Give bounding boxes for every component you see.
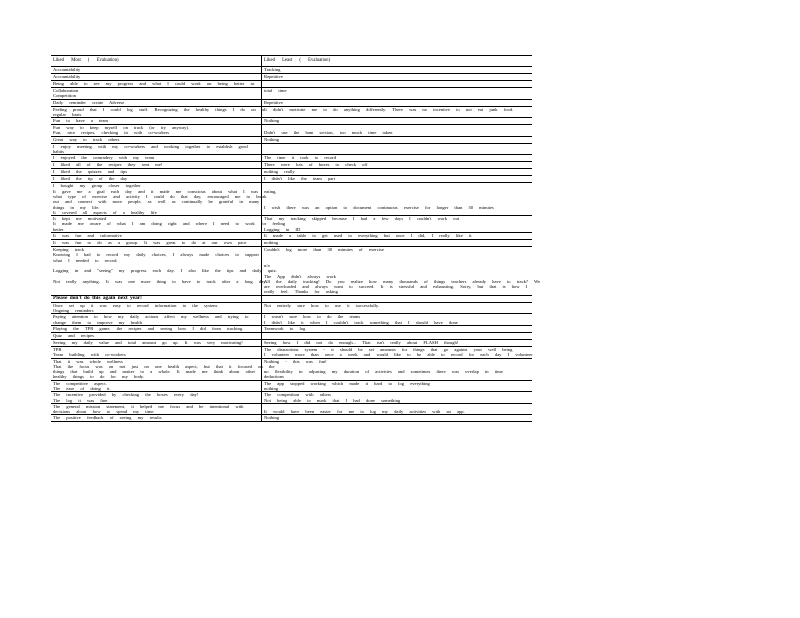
table-row — [51, 314, 532, 326]
cell-liked-most — [51, 392, 261, 403]
cell-text: It didn't motivate me to do anything differently. There was no incentive to not eat junk food. — [264, 106, 514, 112]
cell-text: Once set up it was easy to record information to the system. — [53, 302, 218, 308]
cell-text: Ongoing reminders — [53, 308, 94, 314]
cell-liked-most — [51, 106, 264, 118]
cell-liked-least — [261, 333, 532, 339]
cell-text: Quiz and recipes — [53, 332, 94, 338]
cell-liked-most — [51, 155, 261, 161]
cell-text: The App didn't always work — [264, 273, 336, 279]
cell-liked-most — [51, 169, 261, 175]
cell-liked-most — [51, 183, 277, 215]
cell-liked-most — [51, 415, 261, 421]
header-liked-most: Liked Most ( Evaluation) — [53, 58, 119, 63]
cell-text: It gave me a goal each day and it made me conscious about what I was eating, — [53, 188, 277, 194]
cell-text: things that build up and matter to a whole. It made me think about other — [53, 369, 256, 375]
cell-text — [264, 93, 530, 98]
table-row — [51, 137, 532, 144]
cell-text: I didn't like it when I couldn't track something that I should have done — [264, 319, 458, 325]
cell-text: what I needed to record. — [53, 257, 118, 263]
cell-text: Not really anything. It was one more thing to have to track after a long day. — [53, 278, 267, 284]
table-row — [51, 216, 532, 233]
cell-text: Great way to track others — [53, 136, 120, 142]
cell-text — [264, 81, 530, 86]
cell-text: Nothing - this was fun! — [264, 358, 327, 364]
cell-text: Accountability — [53, 74, 81, 79]
cell-liked-least — [261, 314, 532, 325]
cell-liked-least — [261, 88, 532, 99]
cell-text — [264, 333, 530, 338]
cell-liked-least — [261, 326, 532, 332]
cell-text: The time it took to record — [264, 155, 337, 161]
cell-text: The ease of doing it. — [53, 385, 111, 391]
cell-liked-most — [51, 233, 261, 239]
cell-liked-least — [261, 162, 532, 168]
cell-liked-most — [51, 340, 261, 346]
cell-text: Keeping track — [53, 247, 84, 253]
table-row — [51, 100, 532, 107]
header-liked-least: Liked Least ( Evaluation) — [261, 56, 532, 66]
cell-text: nothing — [264, 240, 279, 246]
cell-text: Competition — [53, 93, 76, 99]
table-row — [51, 125, 532, 137]
cell-liked-most — [51, 74, 261, 80]
cell-text: Daily reminder create Adverse — [53, 99, 125, 105]
cell-text: decisions about how to spend my time. — [53, 409, 155, 415]
cell-text: I enjoy meeting with my co-workers and working together to establish good — [53, 143, 248, 149]
cell-liked-least — [261, 415, 532, 421]
cell-liked-least — [261, 233, 532, 239]
table-row — [51, 107, 532, 119]
cell-liked-most — [51, 247, 277, 295]
cell-liked-least — [261, 303, 532, 314]
cell-text: things in my life. — [53, 204, 100, 210]
cell-liked-least — [261, 169, 532, 175]
cell-text: Fun, nice recipes, checking in with co-workers — [53, 130, 169, 136]
cell-text: Please don't do this again next year! — [53, 294, 142, 301]
cell-text — [264, 210, 530, 215]
cell-text: There were lots of boxes to check off — [264, 162, 368, 168]
table-row — [51, 404, 532, 416]
cell-text: That it was whole wellness — [53, 358, 123, 364]
header-row — [51, 56, 532, 67]
cell-liked-most — [51, 347, 261, 358]
cell-text: Nothing — [264, 415, 280, 421]
cell-liked-least — [261, 247, 541, 295]
cell-text: That my tracking skipped because I had a few days I couldn't work out — [264, 216, 460, 222]
table-row — [51, 74, 532, 81]
cell-text: Fun way to keep myself on track (or try anyway). — [53, 125, 190, 131]
cell-text: It was fun to do as a group. It was great to do at our own pace — [53, 240, 247, 246]
table-row — [51, 381, 532, 393]
cell-text: Teamwork to log — [264, 325, 306, 331]
cell-text: The general mission statement, it helped me focus and be intentional with — [53, 403, 244, 409]
table-body — [51, 67, 541, 422]
cell-text: deductions — [264, 374, 284, 380]
table-row — [51, 340, 532, 347]
cell-text: The distractions system - it should be set amounts for things that go against your well being — [264, 346, 513, 352]
cell-text: Didn't use the bam section, too much time taken — [264, 130, 393, 136]
cell-liked-least — [261, 137, 532, 143]
cell-text: Being able to see my progress and what I could work on being better at. — [53, 81, 256, 86]
cell-text: out and connect with more people, as well as continually be grateful in many — [53, 199, 260, 205]
cell-liked-most — [51, 137, 261, 143]
cell-text: Logging in ID — [264, 226, 301, 232]
cell-text: It kept me motivated — [53, 216, 107, 222]
cell-text — [264, 112, 530, 117]
table-row — [51, 169, 532, 176]
cell-text: I enjoyed the comradery with my team — [53, 155, 155, 161]
cell-text: I liked the quizzes and tips — [53, 169, 128, 175]
cell-liked-least — [261, 183, 532, 215]
cell-liked-most — [51, 67, 261, 73]
cell-text: Knowing I had to record my daily choices, I always made choices to support — [53, 252, 259, 258]
cell-text: are overloaded and always want to succeed. It is stressful and exhausting. Sorry, but that is how I — [264, 284, 528, 290]
cell-text: Collaboration — [53, 88, 79, 93]
cell-liked-least — [261, 392, 532, 403]
cell-text: I didn't like the team part — [264, 176, 336, 182]
cell-text — [264, 308, 530, 313]
cell-text — [264, 296, 530, 301]
cell-liked-most — [51, 296, 261, 302]
cell-text: I wish there was an option to document continuous exercise for longer than 30 minutes — [264, 204, 494, 210]
cell-liked-most — [51, 381, 261, 392]
cell-liked-least — [261, 81, 532, 87]
cell-text: I liked all of the recipes they sent me! — [53, 162, 163, 168]
cell-liked-least — [261, 296, 532, 302]
table-row — [51, 81, 532, 88]
cell-liked-most — [51, 144, 261, 155]
cell-text — [53, 289, 259, 294]
cell-text: what type of exercise and activity I could do that day, encouraged me to break — [53, 193, 267, 199]
cell-text: Nothing — [264, 118, 280, 124]
cell-text: nothing — [264, 385, 279, 391]
cell-liked-most — [51, 176, 261, 182]
table-row — [51, 176, 532, 183]
cell-text: It covered all aspects of a healthy life — [53, 209, 157, 215]
table-row — [51, 144, 532, 156]
cell-text: Seeing my daily value and total amount go up. It was very motivating! — [53, 339, 243, 345]
cell-liked-least — [261, 381, 532, 392]
cell-liked-most — [51, 333, 261, 339]
cell-text: total time — [264, 88, 287, 93]
table-row — [51, 240, 532, 247]
table-row — [51, 347, 532, 359]
survey-table — [51, 55, 541, 422]
cell-text: nothing really — [264, 169, 295, 175]
cell-text: regular basis — [53, 111, 82, 117]
cell-text: Nothing — [264, 136, 280, 142]
cell-liked-least — [261, 107, 532, 118]
cell-liked-least — [261, 155, 532, 161]
cell-text: I wasn't sure how to do the teams — [264, 314, 361, 320]
cell-text: better — [53, 226, 64, 232]
table-row — [51, 162, 532, 169]
cell-text: Accountability — [53, 67, 81, 72]
cell-liked-least — [261, 240, 532, 246]
cell-text: TPR — [53, 346, 62, 352]
table-row — [51, 303, 532, 315]
cell-liked-least — [261, 100, 532, 106]
cell-text: habits — [53, 149, 64, 155]
cell-text: Feeling proud that I could log stuff. Recognizing the healthy things I do on a — [53, 106, 264, 112]
table-row — [51, 247, 541, 296]
cell-liked-most — [51, 162, 261, 168]
table-row — [51, 88, 532, 100]
cell-text: The competition with others — [264, 392, 331, 398]
cell-text: The positive feedback of seeing my results — [53, 415, 162, 421]
cell-liked-least — [261, 67, 532, 73]
cell-text: Not entirely sure how to use it successfully. — [264, 302, 380, 308]
cell-liked-most — [51, 303, 261, 314]
cell-liked-most — [51, 100, 261, 106]
cell-text: It made a table to get used to everything but once I did, I really like it. — [264, 233, 473, 239]
cell-liked-least — [261, 216, 532, 232]
cell-text: It would have been easier for me to log my daily activities with an app. — [264, 409, 465, 415]
cell-text: The app stopped working which made it hard to log everything — [264, 380, 430, 386]
table-row — [51, 296, 532, 303]
cell-liked-most — [51, 88, 261, 99]
cell-text: That the focus was on not just on one health aspect, but that it focused on the — [53, 363, 275, 369]
cell-text: Repetitive — [264, 99, 283, 105]
cell-text: healthy things to do for my body. — [53, 374, 145, 380]
table-row — [51, 183, 532, 216]
cell-text: Paying attention to how my daily actions affect my wellness and trying to — [53, 314, 249, 320]
cell-text: I volunteer more than once a week and would like to be able to record for each day I volunteer — [264, 352, 533, 358]
table-row — [51, 155, 532, 162]
cell-liked-least — [261, 347, 532, 358]
cell-text: Seeing how I did not do enough... That isn't really about FLASH though! — [264, 339, 459, 345]
cell-text: n/a — [264, 262, 270, 268]
cell-liked-most — [51, 326, 261, 332]
table-row — [51, 333, 532, 340]
cell-text: Repetitive — [264, 74, 283, 79]
cell-text: The competitive aspect. — [53, 380, 107, 386]
table-row — [51, 359, 532, 381]
cell-liked-least — [261, 74, 532, 80]
cell-text: Playing the TPR game, the recipes and seeing how I did from tracking. — [53, 325, 244, 331]
cell-liked-least — [261, 176, 532, 182]
cell-text: I liked the tip of the day — [53, 176, 128, 182]
cell-text: Couldn't log more than 30 minutes of exercise — [264, 247, 384, 253]
cell-liked-most — [51, 118, 261, 124]
cell-text — [264, 149, 530, 154]
cell-text: All the daily tracking! Do you realize how many thousands of things teachers already have to track? We — [264, 278, 541, 284]
cell-liked-most — [51, 404, 261, 415]
cell-text: It was fun and informative — [53, 233, 122, 239]
cell-liked-most — [51, 240, 261, 246]
cell-liked-least — [261, 340, 532, 346]
cell-liked-most — [51, 81, 261, 87]
cell-text: Fun to have a team — [53, 118, 108, 124]
table-row — [51, 67, 532, 74]
cell-liked-most — [51, 125, 261, 136]
cell-text: The log it was fine — [53, 397, 108, 403]
cell-liked-least — [261, 359, 532, 380]
cell-text: Not being able to mark that I had done something — [264, 397, 401, 403]
table-row — [51, 415, 532, 422]
table-row — [51, 233, 532, 240]
cell-liked-least — [261, 118, 532, 124]
cell-text: I bought my group closer together — [53, 183, 141, 189]
cell-liked-least — [261, 144, 532, 155]
cell-liked-most — [51, 314, 261, 325]
cell-text: Tracking — [264, 67, 281, 72]
cell-text: change them to improve my health — [53, 319, 142, 325]
table-row — [51, 118, 532, 125]
table-row — [51, 326, 532, 333]
table-row — [51, 392, 532, 404]
cell-liked-least — [261, 125, 532, 136]
cell-text: Logging in and "seeing" my progress each day. I also like the tips and daily quiz. — [53, 268, 277, 274]
cell-text: Team building with co-workers — [53, 352, 126, 358]
cell-text: no flexibility in adjusting my duration of activities and sometimes there was overlap in time — [264, 369, 503, 375]
cell-text: It made me aware of what I am doing right and where I need to work for feeling — [53, 221, 286, 227]
cell-liked-least — [261, 404, 532, 415]
cell-text: The incentive provided by checking the boxes every day! — [53, 392, 199, 398]
cell-text: really feel. Thanks for asking — [264, 289, 338, 295]
